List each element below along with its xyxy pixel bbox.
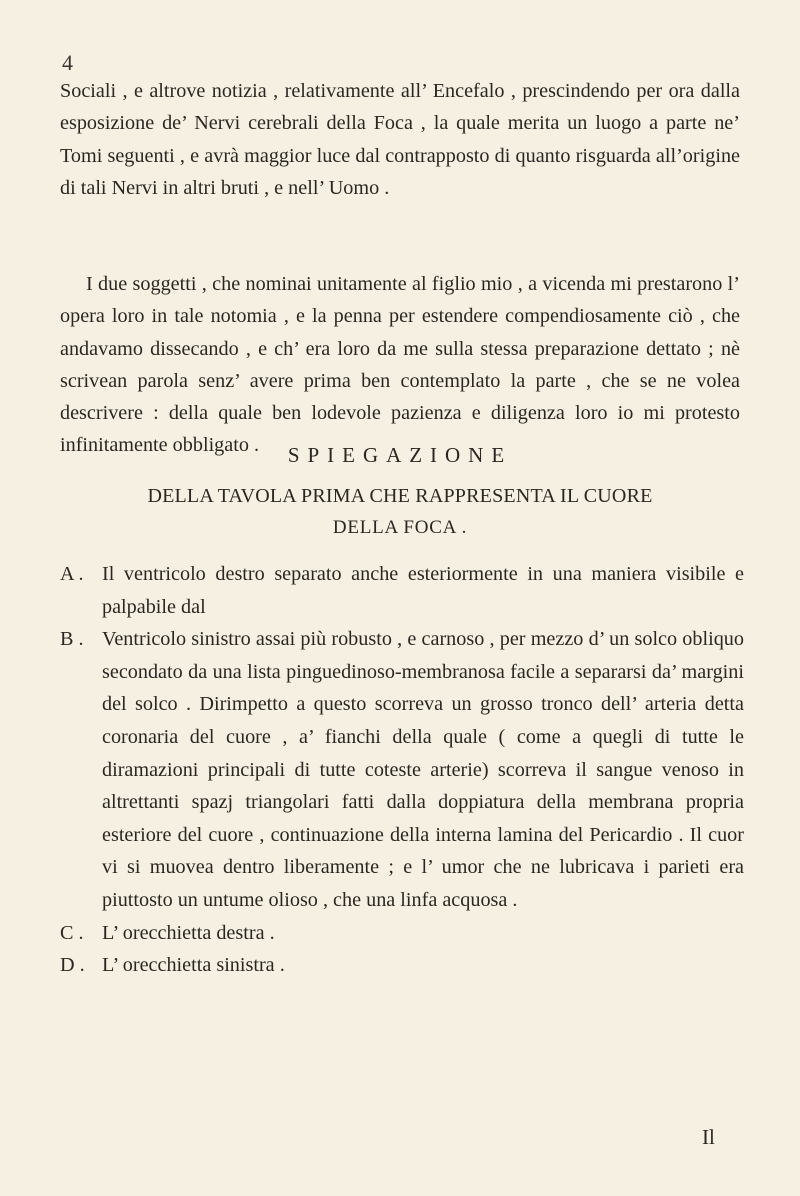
entry-letter: B . [60, 628, 84, 651]
catchword: Il [702, 1125, 715, 1149]
entry-text: L’ orecchietta destra . [102, 921, 275, 944]
second-paragraph-text: I due soggetti , che nominai unitamente al figlio mio , a vicenda mi prestarono l’ opera loro in tale notomia , e la penna per estendere compendiosamente ciò , che andavamo dissecando , e ch’ era loro da me sulla stessa preparazione dettato ; nè scrivean parola senz’ avere prima ben contemplato la parte , che se ne volea descrivere : della quale ben lodevole pazienza e diligenza loro io mi protesto infinitamente obbligato . [60, 273, 740, 457]
entry-text: Ventricolo sinistro assai più robusto , e carnoso , per mezzo d’ un solco obliquo secondato da una lista pinguedinoso-membranosa facile a separarsi da’ margini del solco . Dirimpetto a questo scorreva un grosso tronco dell’ arteria detta coronaria del cuore , a’ fianchi della quale ( come a quegli di tutte le diramazioni principali di tutte coteste arterie) scorreva il sangue venoso in altrettanti spazj triangolari fatti dalla doppiatura della membrana propria esteriore del cuore , continuazione della interna lamina del Pericardio . Il cuor vi si muovea dentro liberamente ; e l’ umor che ne lubricava i parieti era piuttosto un untume olioso , che una linfa acquosa . [102, 628, 744, 911]
entry-letter: C . [60, 921, 84, 944]
intro-text: Sociali , e altrove notizia , relativamente all’ Encefalo , prescindendo per ora dalla esposizione de’ Nervi cerebrali della Foca , la quale merita un luogo a parte ne’ Tomi seguenti , e avrà maggior luce dal contrapposto di quanto risguarda all’origine di tali Nervi in altri bruti , e nell’ Uomo . [60, 80, 740, 199]
legend-entries [60, 558, 744, 982]
legend-entry-a [60, 558, 744, 623]
legend-entry-c [60, 917, 744, 950]
section-heading: SPIEGAZIONE [287, 443, 513, 467]
intro-paragraph [60, 75, 740, 204]
entry-letter: D . [60, 954, 85, 977]
section-subheading-second-line: DELLA FOCA . [332, 517, 468, 538]
legend-entry-b [60, 623, 744, 916]
second-paragraph [60, 268, 740, 462]
entry-letter: A . [60, 563, 84, 585]
legend-entry-d [60, 949, 744, 982]
section-subheading: DELLA TAVOLA PRIMA CHE RAPPRESENTA IL CUORE [147, 485, 653, 507]
entry-text: Il ventricolo destro separato anche esteriormente in una maniera visibile e palpabile dal [102, 563, 744, 618]
entry-text: L’ orecchietta sinistra . [102, 954, 285, 977]
page-number: 4 [62, 50, 73, 75]
